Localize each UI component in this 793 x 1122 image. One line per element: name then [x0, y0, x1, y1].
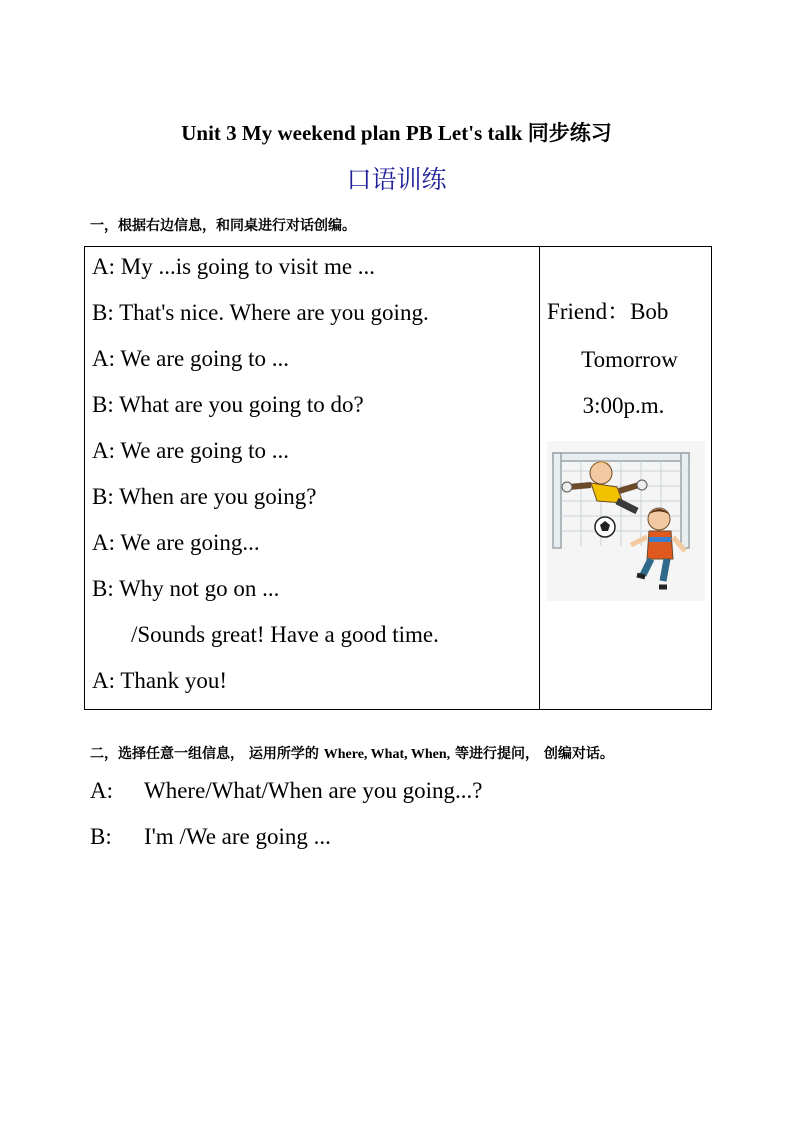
- friend-info: Friend：Bob: [547, 299, 669, 324]
- task-two-instruction: [90, 744, 614, 765]
- day-info: Tomorrow: [581, 347, 678, 372]
- soccer-illustration: [547, 441, 705, 601]
- dialogue-line: B: When are you going?: [92, 484, 317, 509]
- dialogue-line: B: Why not go on ...: [92, 576, 280, 601]
- dialogue-table: [84, 246, 712, 710]
- task-one-instruction: 一，根据右边信息，和同桌进行对话创编。: [90, 218, 356, 234]
- section-subtitle: 口语训练: [346, 165, 447, 194]
- soccer-goal-icon: [547, 441, 705, 601]
- dialogue-line: B: That's nice. Where are you going.: [92, 300, 429, 325]
- response-text: Where/What/When are you going...?: [144, 778, 483, 803]
- page-title: Unit 3 My weekend plan PB Let's talk 同步练习: [181, 121, 612, 145]
- dialogue-line: A: We are going to ...: [92, 346, 290, 371]
- info-cell: [540, 247, 712, 710]
- dialogue-line: A: My ...is going to visit me ...: [92, 254, 376, 279]
- time-info: 3:00p.m.: [582, 393, 665, 418]
- task-two-prefix: 二，选择任意一组信息， 运用所学的: [90, 746, 319, 762]
- dialogue-cell: [85, 247, 540, 710]
- response-text: I'm /We are going ...: [144, 824, 331, 849]
- dialogue-line: A: We are going...: [92, 530, 260, 555]
- response-line: [90, 822, 331, 852]
- response-line: [90, 776, 482, 806]
- dialogue-line: B: What are you going to do?: [92, 392, 364, 417]
- task-two-words: Where, What, When,: [323, 747, 451, 762]
- dialogue-line: /Sounds great! Have a good time.: [131, 622, 439, 647]
- task-two-suffix: 等进行提问， 创编对话。: [455, 746, 614, 762]
- dialogue-line: A: Thank you!: [92, 668, 228, 693]
- response-speaker: B:: [90, 824, 112, 849]
- dialogue-line: A: We are going to ...: [92, 438, 290, 463]
- response-speaker: A:: [90, 778, 113, 803]
